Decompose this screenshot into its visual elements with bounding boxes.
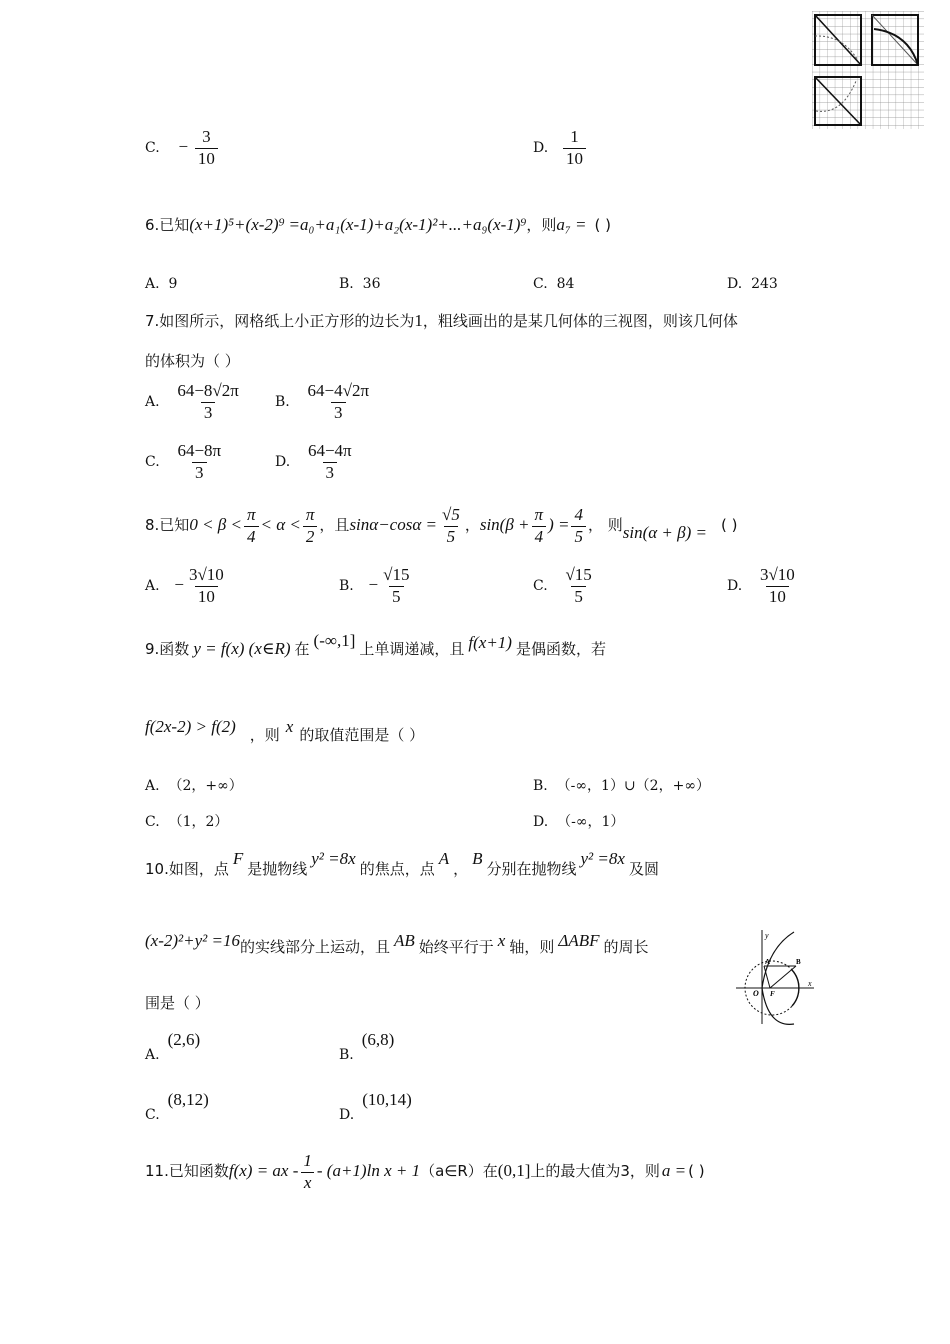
numerator: 64−4√2π	[307, 381, 370, 400]
fraction	[303, 506, 318, 546]
text: 轴，则	[509, 938, 555, 956]
denominator: 5	[571, 586, 586, 607]
question-prefix: 9.函数	[145, 640, 190, 658]
fraction	[562, 566, 594, 606]
option-text: 9	[168, 276, 178, 292]
text: 的取值范围是（ ）	[299, 726, 425, 744]
denominator: 5	[571, 526, 586, 547]
fraction	[186, 566, 227, 606]
expression-rhs: =a₀+a₁(x-1)+a₂(x-1)²+...+a₉(x-1)⁹	[288, 215, 527, 234]
parabola-equation: y² =8x	[580, 849, 625, 868]
question-9-line2	[145, 716, 425, 744]
option-letter: D.	[275, 454, 291, 471]
answer-paren: ( )	[721, 516, 738, 535]
target-term: a₇ =	[556, 215, 587, 234]
option-letter: D.	[533, 140, 549, 157]
fraction	[757, 566, 798, 606]
interval: (0,1]	[497, 1161, 531, 1181]
denominator: 5	[444, 526, 459, 547]
point-b-label: B	[796, 958, 801, 966]
q8-option-b	[339, 566, 414, 606]
question-10-line1	[145, 848, 659, 878]
option-text: （-∞，1）∪（2，+∞）	[556, 778, 710, 794]
answer-paren: ( )	[688, 1162, 705, 1181]
denominator: 4	[244, 526, 259, 547]
numerator: √5	[441, 505, 460, 524]
q9-option-c	[145, 811, 228, 831]
denominator: 10	[195, 148, 218, 169]
equation: sin(β +	[479, 515, 530, 535]
fraction	[380, 566, 412, 606]
minus-sign: −	[174, 575, 184, 595]
function-expression: - (a+1)ln x + 1	[316, 1161, 421, 1181]
q6-option-b	[339, 276, 380, 292]
q5-option-c	[145, 128, 220, 168]
text: ，且	[319, 516, 350, 535]
question-7-line1	[145, 310, 738, 331]
fraction	[174, 442, 224, 482]
numerator: √15	[383, 565, 410, 584]
variable: x	[497, 931, 506, 950]
interval: (-∞,1]	[313, 631, 356, 650]
question-10-line2	[145, 930, 649, 956]
text: 上的最大值为3，则	[530, 1162, 660, 1181]
question-9-line1	[145, 631, 606, 659]
option-letter: C.	[145, 454, 160, 471]
denominator: 3	[331, 402, 346, 423]
denominator: 10	[766, 586, 789, 607]
fraction	[305, 442, 355, 482]
fraction	[439, 506, 463, 546]
condition-expression: f(2x-2) > f(2)	[145, 717, 236, 736]
variable: A	[438, 849, 450, 868]
origin-label: O	[753, 989, 759, 998]
q6-option-d	[727, 276, 778, 292]
numerator: 1	[570, 127, 579, 146]
fraction	[571, 506, 586, 546]
triangle: ΔABF	[558, 931, 600, 950]
option-text: （1，2）	[168, 814, 229, 830]
text: ，则	[526, 216, 557, 234]
option-text: 36	[362, 276, 381, 292]
option-letter: A.	[145, 1047, 160, 1063]
option-text: 243	[751, 276, 778, 292]
text: ，粗线画出的是某几何体的三视图，则该几何体	[422, 312, 738, 330]
option-text: （2，+∞）	[168, 778, 243, 794]
inequality: < α <	[260, 515, 301, 535]
option-text: (2,6)	[167, 1030, 201, 1049]
question-11	[145, 1152, 705, 1192]
text: 及圆	[628, 860, 659, 878]
option-letter: C.	[145, 140, 160, 157]
numerator: π	[246, 505, 256, 524]
q7-option-d	[275, 442, 357, 482]
text: 7.如图所示，网格纸上小正方形的边长为	[145, 312, 415, 330]
denominator: 3	[192, 462, 207, 483]
question-6	[145, 214, 611, 235]
fraction	[174, 382, 242, 422]
text: 分别在抛物线	[486, 860, 577, 878]
text: 在	[482, 1162, 498, 1181]
q10-option-a	[145, 1030, 201, 1063]
number: 1	[414, 311, 423, 330]
option-letter: A.	[145, 778, 160, 794]
q7-option-b	[275, 382, 374, 422]
function-expression: f(x) = ax -	[228, 1161, 299, 1181]
function-expression: y = f(x) (x∈R)	[193, 639, 291, 658]
text: 的实线部分上运动，且	[239, 938, 390, 956]
equation: ) =	[548, 515, 570, 535]
segment: AB	[393, 931, 415, 950]
denominator: 3	[201, 402, 216, 423]
fraction	[305, 382, 373, 422]
variable: B	[472, 849, 483, 868]
q7-option-a	[145, 382, 244, 422]
question-prefix: 6.已知	[145, 216, 190, 234]
q6-option-c	[533, 276, 574, 292]
q9-option-a	[145, 775, 243, 795]
text: 是抛物线	[247, 860, 308, 878]
circle-equation: (x-2)²+y² =16	[145, 931, 240, 950]
option-letter: D.	[339, 1107, 355, 1123]
text: ，则	[249, 726, 280, 744]
fraction	[532, 506, 547, 546]
question-7-line2: 的体积为（ ）	[145, 352, 240, 370]
minus-sign: −	[178, 137, 189, 157]
numerator: 3√10	[759, 565, 795, 584]
question-prefix: 8.已知	[145, 516, 190, 535]
option-text: (10,14)	[362, 1090, 412, 1109]
parabola-circle-figure	[734, 928, 816, 1026]
numerator: 3√10	[188, 565, 224, 584]
option-letter: D.	[727, 578, 743, 595]
text: 的周长	[603, 938, 649, 956]
segment-bf	[770, 966, 796, 988]
y-axis-label: y	[765, 931, 769, 940]
text: 是偶函数，若	[515, 640, 606, 658]
fraction	[300, 1152, 315, 1192]
q9-option-d	[533, 811, 624, 831]
q10-option-c	[145, 1090, 209, 1123]
text: 的焦点，点	[359, 860, 435, 878]
target-term: a =	[661, 1161, 687, 1181]
question-prefix: 10.如图，点	[145, 860, 229, 878]
option-letter: D.	[533, 814, 549, 830]
q10-option-d	[339, 1090, 412, 1123]
variable: F	[232, 849, 244, 868]
equation: sinα−cosα =	[349, 515, 437, 535]
segment-af	[764, 966, 770, 988]
fraction	[244, 506, 259, 546]
question-prefix: 11.已知函数	[145, 1162, 229, 1181]
question-8	[145, 506, 737, 546]
option-letter: B.	[339, 1047, 354, 1063]
option-letter: A.	[145, 394, 160, 411]
option-letter: C.	[533, 578, 548, 595]
denominator: 10	[195, 586, 218, 607]
numerator: 1	[303, 1151, 312, 1170]
text: 上单调递减，且	[359, 640, 465, 658]
denominator: 3	[323, 462, 338, 483]
option-letter: A.	[145, 276, 160, 292]
text: ， 则	[587, 516, 623, 535]
q7-option-c	[145, 442, 226, 482]
equation: sin(α + β) =	[622, 523, 707, 543]
answer-paren: ( )	[594, 216, 611, 234]
denominator: 10	[563, 148, 586, 169]
q6-option-a	[145, 276, 177, 292]
text: 始终平行于	[418, 938, 494, 956]
option-letter: B.	[533, 778, 548, 794]
focus-label: F	[770, 990, 775, 998]
question-10-line3: 围是（ ）	[145, 994, 210, 1012]
q9-option-b	[533, 775, 710, 795]
text: ，	[453, 860, 469, 878]
q8-option-d	[727, 566, 800, 606]
numerator: 64−4π	[307, 441, 352, 460]
numerator: √15	[565, 565, 592, 584]
q5-option-d	[533, 128, 588, 168]
fraction	[195, 128, 218, 168]
inequality: 0 < β <	[189, 515, 242, 535]
parabola	[762, 932, 794, 1024]
text: ，	[464, 516, 480, 535]
numerator: π	[534, 505, 544, 524]
numerator: 64−8π	[177, 441, 222, 460]
three-view-figure	[812, 11, 924, 129]
numerator: 64−8√2π	[177, 381, 239, 400]
option-letter: C.	[145, 814, 160, 830]
denominator: 4	[532, 526, 547, 547]
function-expression: f(x+1)	[468, 633, 512, 652]
option-letter: D.	[727, 276, 743, 292]
point-a-label: A	[765, 958, 771, 966]
parabola-equation: y² =8x	[311, 849, 356, 868]
numerator: π	[305, 505, 315, 524]
x-axis-label: x	[808, 979, 812, 988]
text: 在	[294, 640, 310, 658]
denominator: 2	[303, 526, 318, 547]
condition: （a∈R）	[420, 1162, 483, 1181]
numerator: 3	[202, 127, 211, 146]
option-letter: A.	[145, 578, 160, 595]
option-letter: B.	[339, 276, 354, 292]
option-letter: C.	[533, 276, 548, 292]
denominator: x	[301, 1172, 315, 1193]
q10-option-b	[339, 1030, 395, 1063]
q8-option-a	[145, 566, 229, 606]
option-text: 84	[556, 276, 575, 292]
option-letter: B.	[339, 578, 354, 595]
option-text: （-∞，1）	[557, 814, 625, 830]
q8-option-c	[533, 566, 597, 606]
denominator: 5	[389, 586, 404, 607]
option-text: (8,12)	[167, 1090, 209, 1109]
numerator: 4	[574, 505, 583, 524]
expression-lhs: (x+1)⁵+(x-2)⁹	[189, 215, 285, 234]
option-letter: C.	[145, 1107, 160, 1123]
option-letter: B.	[275, 394, 290, 411]
fraction	[563, 128, 586, 168]
variable: x	[285, 717, 294, 736]
minus-sign: −	[368, 575, 379, 595]
option-text: (6,8)	[361, 1030, 395, 1049]
